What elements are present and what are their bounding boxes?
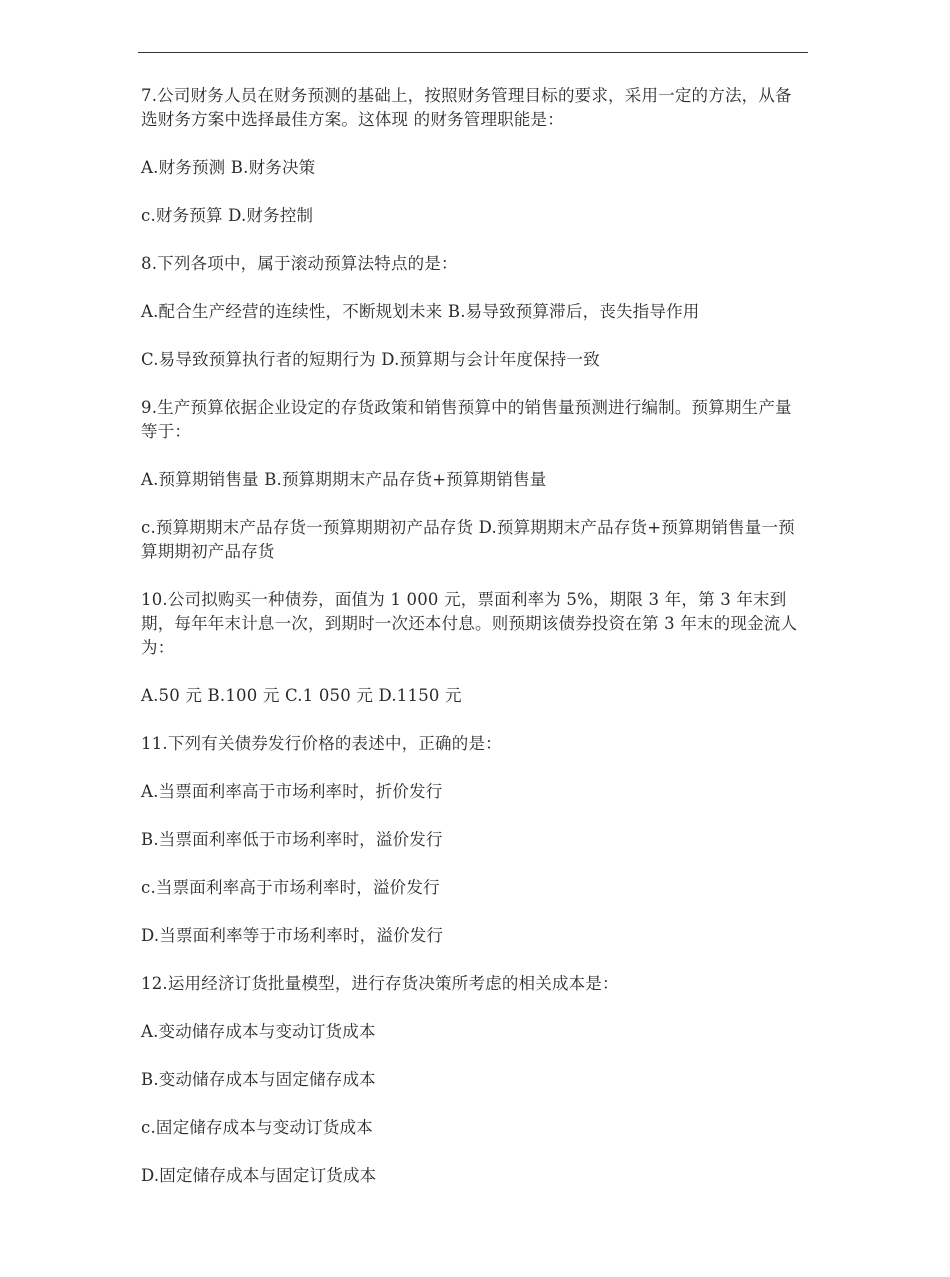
question-11-option-b: B.当票面利率低于市场利率时，溢价发行 (141, 830, 443, 849)
question-9-options-ab: A.预算期销售量 B.预算期期末产品存货+预算期销售量 (141, 470, 547, 489)
question-12-option-b: B.变动储存成本与固定储存成本 (141, 1070, 376, 1089)
question-7-options-ab: A.财务预测 B.财务决策 (141, 158, 316, 177)
question-8-options-ab: A.配合生产经营的连续性，不断规划未来 B.易导致预算滞后，丧失指导作用 (141, 302, 700, 321)
question-12-option-d: D.固定储存成本与固定订货成本 (141, 1166, 377, 1185)
question-10-stem: 10.公司拟购买一种债券，面值为 1 000 元，票面利率为 5%，期限 3 年，第 3 年末到期，每年年末计息一次，到期时一次还本付息。则预期该债券投资在第 3 年末的现金流人为： (141, 590, 798, 657)
question-7-stem: 7.公司财务人员在财务预测的基础上，按照财务管理目标的要求，采用一定的方法，从备选财务方案中选择最佳方案。这体现 的财务管理职能是： (141, 86, 792, 129)
question-11-option-a: A.当票面利率高于市场利率时，折价发行 (141, 782, 443, 801)
question-7-options-cd: c.财务预算 D.财务控制 (141, 206, 314, 225)
question-9-options-cd: c.预算期期末产品存货一预算期期初产品存货 D.预算期期末产品存货+预算期销售量一预算期期初产品存货 (141, 518, 795, 561)
question-10-options: A.50 元 B.100 元 C.1 050 元 D.1150 元 (141, 686, 462, 705)
question-8-options-cd: C.易导致预算执行者的短期行为 D.预算期与会计年度保持一致 (141, 350, 600, 369)
question-12-option-c: c.固定储存成本与变动订货成本 (141, 1118, 373, 1137)
question-9-stem: 9.生产预算依据企业设定的存货政策和销售预算中的销售量预测进行编制。预算期生产量等于： (141, 398, 792, 441)
question-8-stem: 8.下列各项中，属于滚动预算法特点的是： (141, 254, 458, 273)
question-12-stem: 12.运用经济订货批量模型，进行存货决策所考虑的相关成本是： (141, 974, 619, 993)
document-body (141, 84, 808, 1212)
question-11-option-c: c.当票面利率高于市场利率时，溢价发行 (141, 878, 440, 897)
question-12-option-a: A.变动储存成本与变动订货成本 (141, 1022, 376, 1041)
question-11-stem: 11.下列有关债券发行价格的表述中，正确的是： (141, 734, 502, 753)
question-11-option-d: D.当票面利率等于市场利率时，溢价发行 (141, 926, 444, 945)
header-rule (138, 52, 808, 53)
